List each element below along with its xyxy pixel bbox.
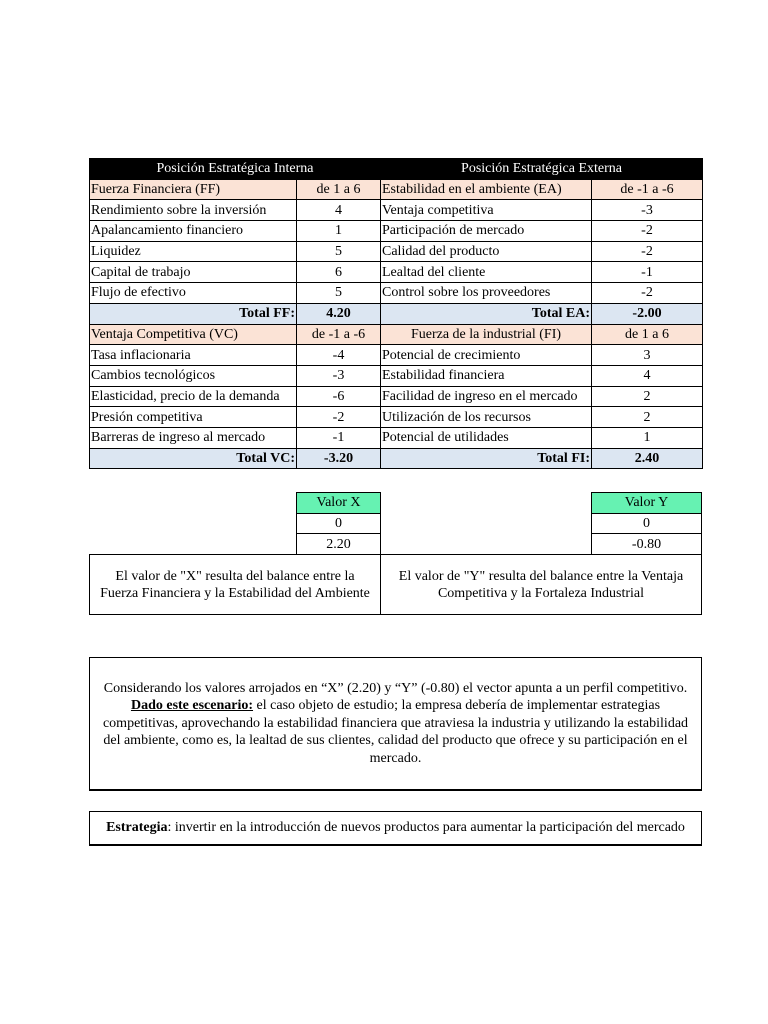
left-factor-value: 4	[297, 200, 381, 221]
right-factor-label: Facilidad de ingreso en el mercado	[381, 386, 592, 407]
internal-position-header: Posición Estratégica Interna	[90, 159, 381, 180]
left-factor-label: Tasa inflacionaria	[90, 345, 297, 366]
section-header-row	[90, 324, 703, 345]
left-section-title: Ventaja Competitiva (VC)	[90, 324, 297, 345]
right-factor-value: -2	[592, 283, 703, 304]
left-factor-value: 5	[297, 283, 381, 304]
factor-row	[90, 365, 703, 386]
right-section-range: de 1 a 6	[592, 324, 703, 345]
valor-y-value-1: 0	[592, 513, 702, 534]
left-factor-value: -4	[297, 345, 381, 366]
right-factor-value: -1	[592, 262, 703, 283]
left-factor-label: Elasticidad, precio de la demanda	[90, 386, 297, 407]
left-factor-label: Flujo de efectivo	[90, 283, 297, 304]
left-factor-value: 6	[297, 262, 381, 283]
right-factor-value: 2	[592, 386, 703, 407]
scenario-text: el caso objeto de estudio; la empresa debería de implementar estrategias competitivas, aprovechando la estabilidad financiera que atraviesa la industria y utilizando la estabilidad del ambiente, como es, la lealtad de sus clientes, calidad del producto que ofrece y su participación en el mercado.	[102, 698, 689, 766]
factor-row	[90, 262, 703, 283]
left-total-label: Total FF:	[90, 303, 297, 324]
right-factor-label: Lealtad del cliente	[381, 262, 592, 283]
right-factor-value: 1	[592, 427, 703, 448]
right-factor-label: Potencial de crecimiento	[381, 345, 592, 366]
right-factor-label: Calidad del producto	[381, 241, 592, 262]
left-factor-value: -1	[297, 427, 381, 448]
left-section-range: de 1 a 6	[297, 179, 381, 200]
left-factor-label: Barreras de ingreso al mercado	[90, 427, 297, 448]
right-total-value: -2.00	[592, 303, 703, 324]
left-total-value: 4.20	[297, 303, 381, 324]
right-total-label: Total EA:	[381, 303, 592, 324]
left-factor-value: -6	[297, 386, 381, 407]
right-factor-label: Ventaja competitiva	[381, 200, 592, 221]
conclusion-box	[89, 657, 702, 791]
left-factor-value: -3	[297, 365, 381, 386]
total-row	[90, 303, 703, 324]
valor-y-value-2: -0.80	[592, 534, 702, 555]
total-row	[90, 448, 703, 469]
section-header-row	[90, 179, 703, 200]
space-matrix-table	[89, 158, 703, 469]
factor-row	[90, 221, 703, 242]
right-factor-label: Potencial de utilidades	[381, 427, 592, 448]
external-position-header: Posición Estratégica Externa	[381, 159, 703, 180]
conclusion-line: Considerando los valores arrojados en “X” (2.20) y “Y” (-0.80) el vector apunta a un perfil competitivo.	[103, 680, 688, 696]
strategy-box	[89, 811, 702, 846]
right-factor-label: Participación de mercado	[381, 221, 592, 242]
factor-row	[90, 407, 703, 428]
left-factor-label: Capital de trabajo	[90, 262, 297, 283]
left-total-label: Total VC:	[90, 448, 297, 469]
left-factor-value: -2	[297, 407, 381, 428]
right-factor-value: 3	[592, 345, 703, 366]
left-factor-value: 5	[297, 241, 381, 262]
left-factor-value: 1	[297, 221, 381, 242]
factor-row	[90, 427, 703, 448]
left-section-range: de -1 a -6	[297, 324, 381, 345]
left-factor-label: Apalancamiento financiero	[90, 221, 297, 242]
right-section-title: Fuerza de la industrial (FI)	[381, 324, 592, 345]
valor-x-value-2: 2.20	[297, 534, 381, 555]
right-factor-label: Control sobre los proveedores	[381, 283, 592, 304]
right-factor-value: -3	[592, 200, 703, 221]
header-row	[90, 159, 703, 180]
valor-x-value-1: 0	[297, 513, 381, 534]
factor-row	[90, 345, 703, 366]
right-total-value: 2.40	[592, 448, 703, 469]
valor-y-box	[591, 492, 702, 555]
right-factor-label: Estabilidad financiera	[381, 365, 592, 386]
right-factor-label: Utilización de los recursos	[381, 407, 592, 428]
right-factor-value: -2	[592, 221, 703, 242]
strategy-text: : invertir en la introducción de nuevos productos para aumentar la participación del mercado	[167, 820, 685, 835]
right-factor-value: 4	[592, 365, 703, 386]
left-section-title: Fuerza Financiera (FF)	[90, 179, 297, 200]
valor-y-label: Valor Y	[592, 493, 702, 514]
left-total-value: -3.20	[297, 448, 381, 469]
valor-x-box	[296, 492, 381, 555]
scenario-label: Dado este escenario:	[130, 698, 254, 714]
factor-row	[90, 283, 703, 304]
right-section-title: Estabilidad en el ambiente (EA)	[381, 179, 592, 200]
right-factor-value: -2	[592, 241, 703, 262]
factor-row	[90, 200, 703, 221]
right-total-label: Total FI:	[381, 448, 592, 469]
left-factor-label: Liquidez	[90, 241, 297, 262]
left-factor-label: Cambios tecnológicos	[90, 365, 297, 386]
left-factor-label: Presión competitiva	[90, 407, 297, 428]
left-factor-label: Rendimiento sobre la inversión	[90, 200, 297, 221]
strategy-label: Estrategia	[106, 820, 168, 835]
right-section-range: de -1 a -6	[592, 179, 703, 200]
valor-y-explanation: El valor de "Y" resulta del balance entre la Ventaja Competitiva y la Fortaleza Industrial	[380, 554, 702, 615]
factor-row	[90, 241, 703, 262]
valor-x-label: Valor X	[297, 493, 381, 514]
right-factor-value: 2	[592, 407, 703, 428]
factor-row	[90, 386, 703, 407]
valor-x-explanation: El valor de "X" resulta del balance entre la Fuerza Financiera y la Estabilidad del Ambiente	[89, 554, 381, 615]
